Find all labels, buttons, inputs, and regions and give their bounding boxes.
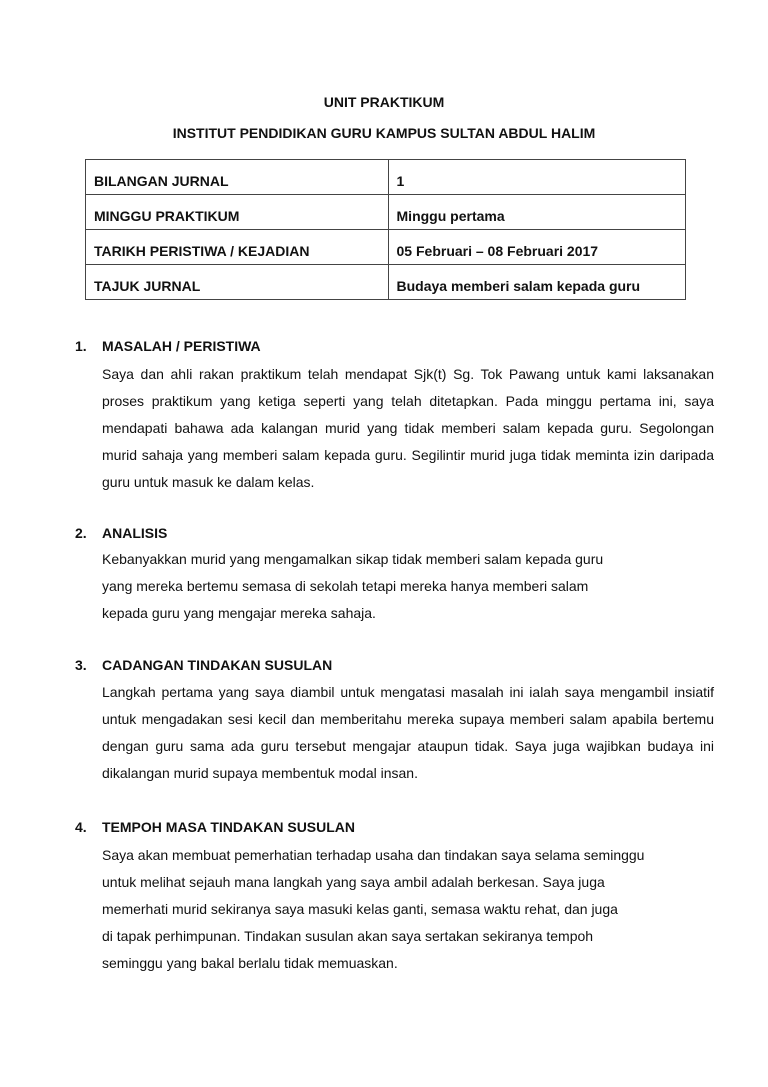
section-title: MASALAH / PERISTIWA: [102, 338, 261, 354]
section-3-body: Langkah pertama yang saya diambil untuk mengatasi masalah ini ialah saya mengambil insiatif untuk mengadakan sesi kecil dan memberitahu mereka supaya memberi salam apabila bertemu dengan guru sama ada guru tersebut mengajar ataupun tidak. Saya juga wajibkan budaya ini dikalangan murid supaya membentuk modal insan.: [102, 684, 714, 781]
paragraph-line: memerhati murid sekiranya saya masuki kelas ganti, semasa waktu rehat, dan juga: [102, 901, 618, 917]
header-title: UNIT PRAKTIKUM: [323, 94, 445, 110]
section-number: 3.: [75, 657, 87, 673]
section-title: CADANGAN TINDAKAN SUSULAN: [102, 657, 333, 673]
section-2-heading: [75, 524, 167, 542]
table-value-cell: Budaya memberi salam kepada guru: [388, 265, 685, 300]
paragraph-line: Kebanyakkan murid yang mengamalkan sikap tidak memberi salam kepada guru: [102, 551, 604, 567]
section-number: 4.: [75, 819, 87, 835]
table-value-cell: 1: [388, 160, 685, 195]
section-number: 1.: [75, 338, 87, 354]
table-row: [86, 265, 686, 300]
table-label-cell: BILANGAN JURNAL: [86, 160, 389, 195]
paragraph-line: seminggu yang bakal berlalu tidak memuaskan.: [102, 955, 398, 971]
section-4-heading: [75, 818, 355, 836]
paragraph-line: kepada guru yang mengajar mereka sahaja.: [102, 605, 376, 621]
header-institution: INSTITUT PENDIDIKAN GURU KAMPUS SULTAN ABDUL HALIM: [172, 125, 596, 141]
section-1-heading: [75, 337, 261, 355]
paragraph-line: yang mereka bertemu semasa di sekolah tetapi mereka hanya memberi salam: [102, 578, 589, 594]
section-title: TEMPOH MASA TINDAKAN SUSULAN: [102, 819, 356, 835]
paragraph-line: Saya akan membuat pemerhatian terhadap usaha dan tindakan saya selama seminggu: [102, 847, 645, 863]
section-4-body: [102, 842, 714, 977]
table-row: [86, 160, 686, 195]
section-3-heading: [75, 656, 332, 674]
section-title: ANALISIS: [102, 525, 168, 541]
paragraph-line: di tapak perhimpunan. Tindakan susulan akan saya sertakan sekiranya tempoh: [102, 928, 594, 944]
table-row: [86, 230, 686, 265]
table-label-cell: TARIKH PERISTIWA / KEJADIAN: [86, 230, 389, 265]
table-value-cell: Minggu pertama: [388, 195, 685, 230]
table-label-cell: TAJUK JURNAL: [86, 265, 389, 300]
table-label-cell: MINGGU PRAKTIKUM: [86, 195, 389, 230]
paragraph-line: untuk melihat sejauh mana langkah yang saya ambil adalah berkesan. Saya juga: [102, 874, 605, 890]
table-row: [86, 195, 686, 230]
journal-info-table: [85, 159, 686, 300]
section-1-body: Saya dan ahli rakan praktikum telah mendapat Sjk(t) Sg. Tok Pawang untuk kami laksanakan proses praktikum yang ketiga seperti yang telah ditetapkan. Pada minggu pertama ini, saya mendapati bahawa ada kalangan murid yang tidak memberi salam kepada guru. Segolongan murid sahaja yang memberi salam kepada guru. Segilintir murid juga tidak meminta izin daripada guru untuk masuk ke dalam kelas.: [102, 366, 714, 490]
table-value-cell: 05 Februari – 08 Februari 2017: [388, 230, 685, 265]
section-number: 2.: [75, 525, 87, 541]
section-2-body: [102, 546, 714, 627]
